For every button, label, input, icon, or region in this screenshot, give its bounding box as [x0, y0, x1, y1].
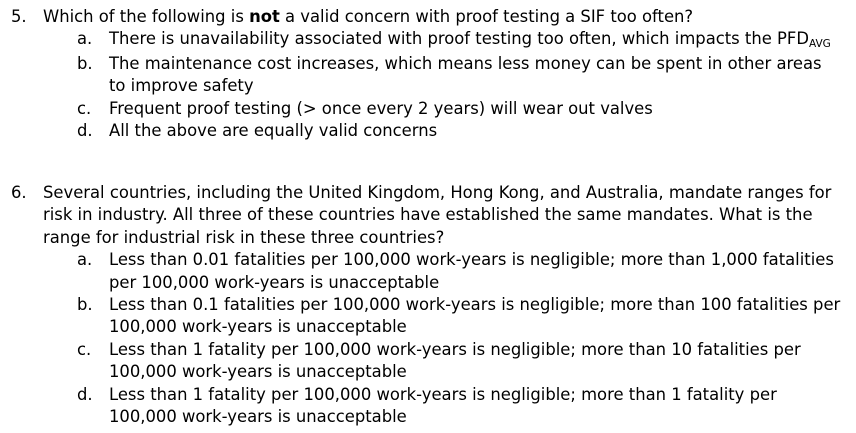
question-text [43, 6, 841, 28]
option-b [11, 294, 841, 339]
option-letter: d. [77, 384, 93, 404]
question-5 [11, 6, 841, 142]
option-letter: a. [77, 250, 93, 270]
option-letter: b. [77, 53, 93, 73]
option-letter: b. [77, 295, 93, 315]
option-text: Less than 0.1 fatalities per 100,000 work-years is negligible; more than 100 fatalities per 100,000 work-years is unacceptable [109, 295, 841, 337]
question-text-after: a valid concern with proof testing a SIF too often? [279, 7, 694, 26]
question-6 [11, 182, 841, 428]
option-text: Frequent proof testing (> once every 2 years) will wear out valves [109, 98, 653, 118]
answer-options [11, 249, 841, 428]
question-text: Several countries, including the United Kingdom, Hong Kong, and Australia, mandate ranges for risk in industry. All three of these countries have established the same mandates. What is the range for industrial risk in these three countries? [43, 183, 832, 247]
question-text-before: Which of the following is [43, 7, 250, 26]
question-number: 6. [11, 183, 27, 202]
option-c [11, 98, 841, 120]
option-d [11, 384, 841, 429]
option-subscript: AVG [808, 38, 831, 51]
option-text: Less than 1 fatality per 100,000 work-years is negligible; more than 10 fatalities per 100,000 work-years is unacceptable [109, 339, 801, 382]
option-text: Less than 1 fatality per 100,000 work-years is negligible; more than 1 fatality per 100,000 work-years is unacceptable [109, 384, 777, 427]
option-letter: c. [77, 98, 92, 118]
option-letter: d. [77, 121, 93, 141]
option-text: Less than 0.01 fatalities per 100,000 work-years is negligible; more than 1,000 fatalities per 100,000 work-years is unacceptable [109, 250, 834, 292]
option-d [11, 120, 841, 142]
option-a [11, 28, 841, 52]
option-text: The maintenance cost increases, which means less money can be spent in other areas to improve safety [109, 53, 822, 96]
option-letter: a. [77, 29, 93, 49]
option-b [11, 53, 841, 98]
answer-options [11, 28, 841, 142]
option-a [11, 249, 841, 294]
option-text: There is unavailability associated with proof testing too often, which impacts the PFD [109, 29, 809, 49]
option-letter: c. [77, 339, 92, 359]
option-c [11, 339, 841, 384]
question-text-emphasis: not [249, 7, 280, 26]
option-text: All the above are equally valid concerns [109, 121, 438, 141]
question-number: 5. [11, 7, 27, 26]
